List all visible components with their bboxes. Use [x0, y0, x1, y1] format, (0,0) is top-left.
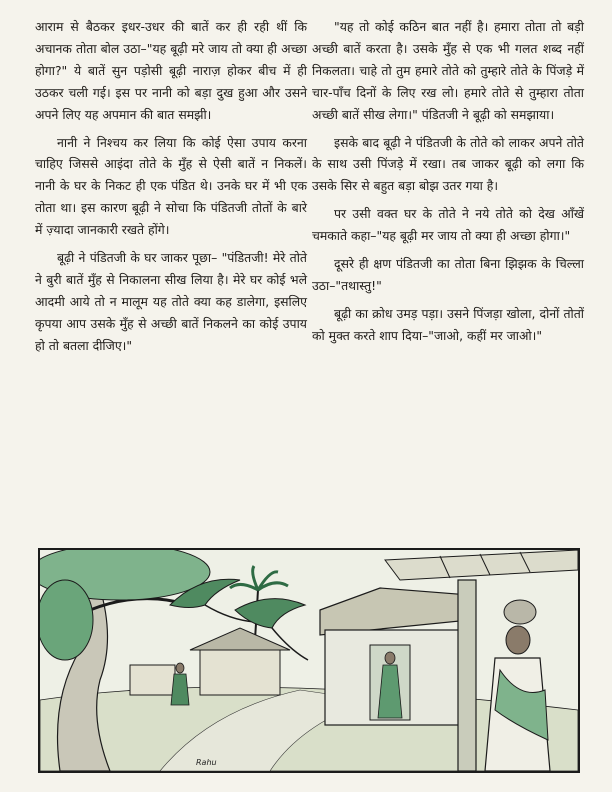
right-paragraph-2: इसके बाद बूढ़ी ने पंडितजी के तोते को लाकर अपने तोते के साथ उसी पिंजड़े में रखा। तब जाकर बूढ़ी को लगा कि उसके सिर से बहुत बड़ा बोझ उतर गया है।	[312, 134, 584, 194]
tree-foliage-2	[40, 580, 93, 660]
parrot-right	[235, 599, 305, 628]
woman-head	[506, 626, 530, 654]
right-paragraph-4: दूसरे ही क्षण पंडितजी का तोता बिना झिझक के चिल्ला उठा–"तथास्तु!"	[312, 256, 584, 293]
hut-2	[130, 665, 175, 695]
artist-signature: Rahu	[196, 758, 217, 767]
left-paragraph-1: आराम से बैठकर इधर-उधर की बातें कर ही रही थीं कि अचानक तोता बोल उठा–"यह बूढ़ी मरे जाय तो क्या ही अच्छा होगा?" ये बातें सुन पड़ोसी बूढ़ी नाराज़ होकर बीच में ही उठकर चली गई। इस पर नानी को बड़ा दुख हुआ और उसने अपने लिए यह अपमान की बात समझी।	[35, 19, 307, 122]
villager-body	[171, 674, 189, 705]
story-illustration	[38, 548, 580, 773]
right-paragraph-1: "यह तो कोई कठिन बात नहीं है। हमारा तोता तो बड़ी अच्छी बातें करता है। उसके मुँह से एक भी गलत शब्द नहीं निकलता। चाहे तो तुम हमारे तोते को तुम्हारे तोते के पिंजड़े में चार-पाँच दिनों के लिए रख लो। हमारे तोते से तुम्हारा तोता अच्छी बातें सीख लेगा।" पंडितजी ने बूढ़ी को समझाया।	[312, 19, 584, 122]
right-paragraph-5: बूढ़ी का क्रोध उमड़ पड़ा। उसने पिंजड़ा खोला, दोनों तोतों को मुक्त करते शाप दिया–"जाओ, कहीं मर जाओ।"	[312, 305, 584, 343]
villager-head	[176, 663, 184, 673]
left-paragraph-2: नानी ने निश्चय कर लिया कि कोई ऐसा उपाय करना चाहिए जिससे आइंदा तोते के मुँह से ऐसी बातें न निकलें। नानी के घर के निकट ही एक पंडित थे। उनके घर में भी एक तोता था। इस कारण बूढ़ी ने सोचा कि पंडितजी तोतों के बारे में ज़्यादा जानकारी रखते होंगे।	[35, 134, 307, 238]
right-column	[312, 16, 584, 353]
hut-1	[200, 650, 280, 695]
left-paragraph-3: बूढ़ी ने पंडितजी के घर जाकर पूछा– "पंडितजी! मेरे तोते ने बुरी बातें मुँह से निकालना सीख लिया है। मेरे घर कोई भले आदमी आये तो न मालूम यह तोते क्या कह डालेगा, इसलिए कृपया आप उसके मुँह से अच्छी बातें निकलने का कोई उपाय हो तो बतला दीजिए।"	[35, 250, 307, 353]
right-paragraph-3: पर उसी वक्त घर के तोते ने नये तोते को देख आँखें चमकाते कहा–"यह बूढ़ी मर जाय तो क्या ही अच्छा होगा।"	[312, 206, 584, 244]
left-column	[35, 16, 307, 363]
palm-leaves	[230, 566, 288, 590]
woman-at-door-head	[385, 652, 395, 664]
porch-beam	[385, 550, 578, 580]
water-pot	[504, 600, 536, 624]
porch-pillar	[458, 580, 476, 771]
illustration-scene	[40, 550, 578, 771]
house-roof	[320, 588, 470, 635]
